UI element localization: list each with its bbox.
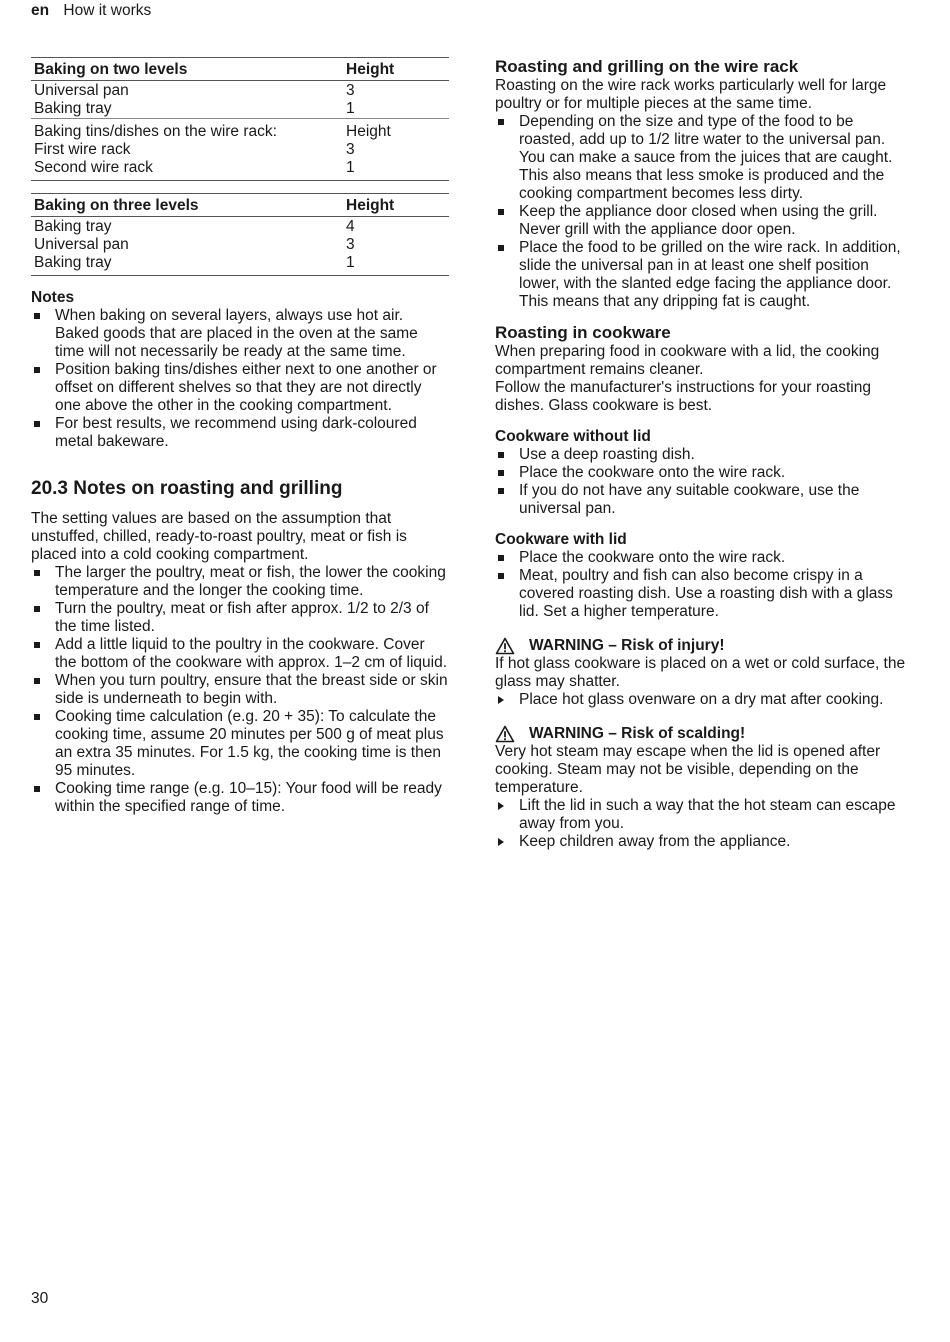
list-item-text: Keep the appliance door closed when using the grill. xyxy=(519,203,878,220)
table-baking-two-levels xyxy=(31,57,449,181)
list-item: When you turn poultry, ensure that the breast side or skin side is underneath to begin with. xyxy=(31,672,449,708)
header-section-title: How it works xyxy=(63,2,152,19)
warning-triangle-icon xyxy=(495,637,515,655)
list-item xyxy=(495,203,910,239)
table-cell: 3 xyxy=(346,236,355,253)
list-item xyxy=(495,239,910,311)
list-item xyxy=(495,113,910,203)
table-cell: Baking tray xyxy=(31,254,343,276)
list-item: Place the cookware onto the wire rack. xyxy=(495,464,910,482)
page-number: 30 xyxy=(31,1290,49,1307)
with-lid-heading: Cookware with lid xyxy=(495,531,627,548)
list-item: Keep children away from the appliance. xyxy=(495,833,910,851)
table-row xyxy=(31,100,449,119)
table-row xyxy=(31,119,449,142)
table-cell: 1 xyxy=(346,100,355,117)
wire-rack-intro: Roasting on the wire rack works particularly well for large poultry or for multiple pieces at the same time. xyxy=(495,77,887,112)
language-code: en xyxy=(31,2,50,19)
warning-title: WARNING – Risk of scalding! xyxy=(529,725,746,742)
section-heading: 20.3 Notes on roasting and grilling xyxy=(31,478,343,499)
list-item: Cooking time range (e.g. 10–15): Your food will be ready within the specified range of time. xyxy=(31,780,449,816)
table-cell: 1 xyxy=(343,159,449,181)
without-lid-heading: Cookware without lid xyxy=(495,428,651,445)
list-item: The larger the poultry, meat or fish, the lower the cooking temperature and the longer the cooking time. xyxy=(31,564,449,600)
list-item: Turn the poultry, meat or fish after approx. 1/2 to 2/3 of the time listed. xyxy=(31,600,449,636)
warning-actions xyxy=(495,797,910,851)
warning-triangle-icon xyxy=(495,725,515,743)
table-cell: Universal pan xyxy=(34,82,129,99)
table-cell: Universal pan xyxy=(34,236,129,253)
table-cell: First wire rack xyxy=(34,141,131,158)
wire-rack-list xyxy=(495,113,910,311)
roasting-notes-list xyxy=(31,564,449,816)
list-item: Meat, poultry and fish can also become crispy in a covered roasting dish. Use a roasting dish with a glass lid. Set a higher temperature. xyxy=(495,567,910,621)
cookware-heading: Roasting in cookware xyxy=(495,323,671,342)
table-row xyxy=(31,236,449,254)
with-lid-list xyxy=(495,549,910,621)
warning-text: Very hot steam may escape when the lid is opened after cooking. Steam may not be visible, depending on the temperature. xyxy=(495,743,881,796)
table-header-cell: Baking on two levels xyxy=(31,58,343,81)
list-item-extra: You can make a sauce from the juices that are caught. This also means that less smoke is produced and the cooking compartment becomes less dirty. xyxy=(519,149,893,202)
table-row xyxy=(31,159,449,181)
table-cell: Baking tins/dishes on the wire rack: xyxy=(31,119,343,142)
table-row xyxy=(31,81,449,101)
table-cell: 3 xyxy=(346,82,355,99)
list-item: For best results, we recommend using dark-coloured metal bakeware. xyxy=(31,415,449,451)
list-item: Cooking time calculation (e.g. 20 + 35): To calculate the cooking time, assume 20 minutes per 500 g of meat plus an extra 35 minutes. For 1.5 kg, the cooking time is then 95 minutes. xyxy=(31,708,449,780)
left-column xyxy=(31,57,449,816)
list-item: Use a deep roasting dish. xyxy=(495,446,910,464)
table-row xyxy=(31,141,449,159)
notes-list xyxy=(31,307,449,451)
table-row xyxy=(31,254,449,276)
list-item: Place the cookware onto the wire rack. xyxy=(495,549,910,567)
section-intro: The setting values are based on the assumption that unstuffed, chilled, ready-to-roast poultry, meat or fish is placed into a cold cooking compartment. xyxy=(31,510,407,563)
cookware-intro: When preparing food in cookware with a lid, the cooking compartment remains cleaner. xyxy=(495,343,880,378)
table-cell: Height xyxy=(343,119,449,142)
table-header-cell: Height xyxy=(343,58,449,81)
list-item: Position baking tins/dishes either next to one another or offset on different shelves so that they are not directly one above the other in the cooking compartment. xyxy=(31,361,449,415)
table-cell: 1 xyxy=(343,254,449,276)
warning-actions xyxy=(495,691,910,709)
warning-title: WARNING – Risk of injury! xyxy=(529,637,725,654)
page-header xyxy=(31,2,151,20)
warning-scalding-heading xyxy=(495,725,910,743)
notes-heading: Notes xyxy=(31,289,75,306)
table-row xyxy=(31,217,449,237)
list-item: If you do not have any suitable cookware, use the universal pan. xyxy=(495,482,910,518)
wire-rack-heading: Roasting and grilling on the wire rack xyxy=(495,57,799,76)
table-cell: Second wire rack xyxy=(31,159,343,181)
list-item: Add a little liquid to the poultry in the cookware. Cover the bottom of the cookware with approx. 1–2 cm of liquid. xyxy=(31,636,449,672)
table-header-cell: Height xyxy=(343,194,449,217)
table-cell: Baking tray xyxy=(34,100,112,117)
list-item: When baking on several layers, always use hot air. Baked goods that are placed in the oven at the same time will not necessarily be ready at the same time. xyxy=(31,307,449,361)
table-cell: Baking tray xyxy=(34,218,112,235)
table-baking-three-levels xyxy=(31,193,449,276)
list-item: Place hot glass ovenware on a dry mat after cooking. xyxy=(495,691,910,709)
list-item-extra: Never grill with the appliance door open. xyxy=(519,221,796,238)
table-header-cell: Baking on three levels xyxy=(31,194,343,217)
table-cell: 4 xyxy=(346,218,355,235)
list-item-text: Depending on the size and type of the food to be roasted, add up to 1/2 litre water to the universal pan. xyxy=(519,113,886,148)
warning-text: If hot glass cookware is placed on a wet or cold surface, the glass may shatter. xyxy=(495,655,906,690)
list-item: Lift the lid in such a way that the hot steam can escape away from you. xyxy=(495,797,910,833)
warning-injury-heading xyxy=(495,637,910,655)
list-item-text: Place the food to be grilled on the wire rack. In addition, slide the universal pan in at least one shelf position lower, with the slanted edge facing the appliance door. This means that any dripping fat is caught. xyxy=(519,239,901,310)
table-cell: 3 xyxy=(346,141,355,158)
without-lid-list xyxy=(495,446,910,518)
cookware-intro: Follow the manufacturer's instructions for your roasting dishes. Glass cookware is best. xyxy=(495,379,871,414)
right-column xyxy=(495,57,910,851)
